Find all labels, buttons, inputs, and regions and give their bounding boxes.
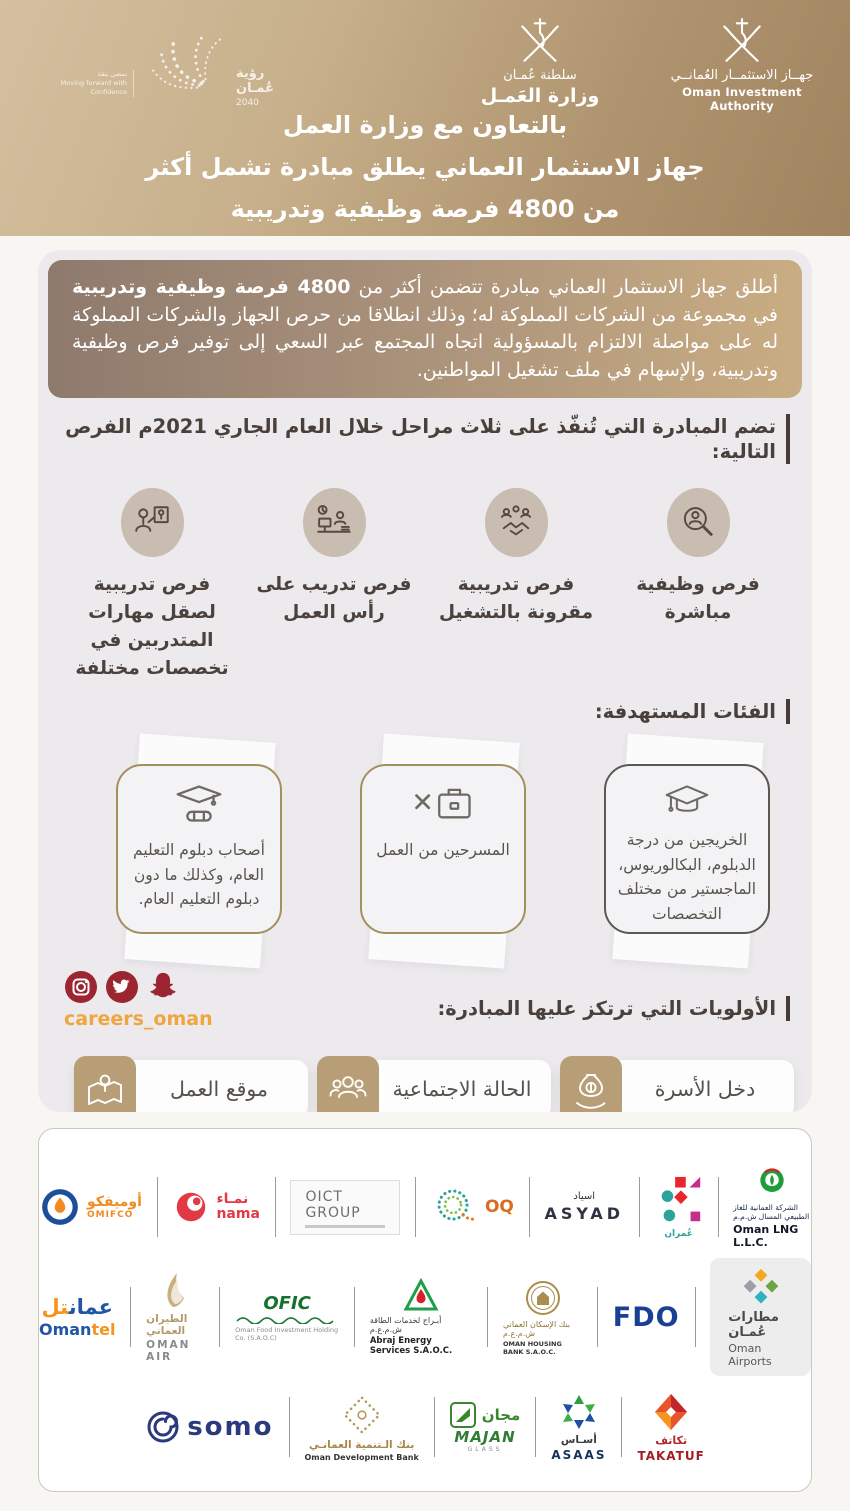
majan-logo xyxy=(450,1402,521,1453)
divider xyxy=(289,1397,290,1457)
somo-name: somo xyxy=(187,1412,274,1442)
abraj-name-ar: أبـراج لخدمات الطاقة ش.م.ع.م xyxy=(369,1316,442,1334)
social-handle: careers_oman xyxy=(64,1008,213,1030)
divider xyxy=(597,1287,598,1347)
housing-bank-emblem-icon xyxy=(523,1278,563,1318)
opportunity-label: فرص وظيفية مباشرة xyxy=(636,574,760,623)
header-banner xyxy=(0,0,850,236)
oman-air-wing-icon xyxy=(153,1271,197,1311)
divider xyxy=(718,1177,719,1237)
omifco-emblem-icon xyxy=(39,1186,81,1228)
title-line-1: بالتعاون مع وزارة العمل xyxy=(282,111,568,139)
opportunity-label: فرص تدريبية مقرونة بالتشغيل xyxy=(438,574,594,623)
oman-air-name-ar: الطيران العماني xyxy=(146,1313,188,1337)
oia-name-ar: جهــاز الاستثمــار العُمانــي xyxy=(670,68,814,83)
vision-starburst-icon xyxy=(138,18,233,113)
oman-development-bank-logo xyxy=(305,1393,419,1462)
majan-subtext: GLASS xyxy=(467,1445,503,1453)
oman-lng-logo xyxy=(733,1165,811,1249)
vision-tagline-en: Moving forward with Confidence xyxy=(60,79,127,96)
priorities-heading: الأولويات التي ترتكز عليها المبادرة: xyxy=(437,996,790,1021)
category-label: أصحاب دبلوم التعليم العام، وكذلك ما دون دبلوم التعليم العام. xyxy=(133,841,265,908)
oq-name: OQ xyxy=(484,1197,514,1217)
oman-airports-logo xyxy=(710,1258,811,1376)
priority-label: الحالة الاجتماعية xyxy=(392,1077,532,1101)
category-card-box xyxy=(604,764,770,934)
partner-row-3 xyxy=(39,1385,811,1469)
workstation-clock-icon xyxy=(303,488,366,557)
snapchat-icon xyxy=(146,970,180,1004)
intro-lead: أطلق جهاز الاستثمار العماني مبادرة تتضمن أكثر من xyxy=(350,276,778,298)
social-icons xyxy=(64,970,213,1004)
opportunity-label: فرص تدريبية لصقل مهارات المتدربين في تخصصات مختلفة xyxy=(75,574,229,679)
partner-row-1 xyxy=(39,1163,811,1251)
diploma-cap-icon xyxy=(168,778,230,832)
oia-name-en: Oman Investment Authority xyxy=(682,85,802,113)
omantel-name-ar: عمانتل xyxy=(41,1294,113,1319)
ofic-subtext: Oman Food Investment Holding Co. (S.A.O.C) xyxy=(235,1325,339,1342)
vision-tagline-ar: نمضي بثقة xyxy=(97,70,127,78)
takatuf-name-ar: تكاتف xyxy=(655,1433,688,1447)
opportunities-row xyxy=(38,464,812,683)
oman-airports-pinwheel-icon xyxy=(739,1268,783,1308)
priority-label: دخل الأسرة xyxy=(654,1077,756,1101)
ofic-name: OFIC xyxy=(263,1292,311,1314)
category-card xyxy=(604,738,770,964)
odb-name-en: Oman Development Bank xyxy=(304,1452,419,1462)
vision-year: 2040 xyxy=(236,98,259,108)
oman-air-logo xyxy=(146,1271,204,1363)
oq-swirl-icon xyxy=(431,1183,479,1231)
map-pin-icon xyxy=(74,1056,136,1112)
intro-paragraph xyxy=(48,260,802,398)
oman-airports-name-en: Oman Airports xyxy=(728,1342,772,1368)
fdo-name: FDO xyxy=(612,1301,680,1333)
money-bag-icon xyxy=(560,1056,622,1112)
abraj-logo xyxy=(370,1278,472,1356)
graduation-cap-icon xyxy=(656,778,718,822)
vision-tagline xyxy=(48,70,134,97)
oman-lng-emblem-icon xyxy=(754,1165,790,1201)
nama-name-en: nama xyxy=(216,1206,260,1222)
asyad-logo xyxy=(544,1191,624,1223)
divider xyxy=(275,1177,276,1237)
abraj-name-en: Abraj Energy Services S.A.O.C. xyxy=(369,1336,453,1356)
opportunity-item xyxy=(246,488,422,683)
takatuf-name-en: TAKATUF xyxy=(637,1448,705,1463)
divider xyxy=(639,1177,640,1237)
divider xyxy=(695,1287,696,1347)
mid-row xyxy=(60,970,790,1042)
omifco-name-en: OMIFCO xyxy=(87,1209,134,1220)
majan-name-en: MAJAN xyxy=(454,1427,516,1446)
partner-logos-card xyxy=(38,1128,812,1492)
briefcase-x-icon xyxy=(407,778,479,832)
ofic-logo xyxy=(235,1293,339,1342)
opportunity-item xyxy=(64,488,240,683)
oia-logo xyxy=(662,14,822,113)
omifco-name-ar: أوميفكو xyxy=(87,1193,142,1210)
oman-airports-name-ar: مطارات عُمـان xyxy=(728,1310,779,1340)
majan-name-ar: مجان xyxy=(481,1405,521,1424)
main-panel xyxy=(38,250,812,1112)
ministry-line1: سلطنة عُمـان xyxy=(503,68,577,83)
opportunities-heading: تضم المبادرة التي تُنفّذ على ثلاث مراحل خلال العام الجاري 2021م الفرص التالية: xyxy=(60,414,790,464)
category-card-box xyxy=(360,764,526,934)
category-card xyxy=(360,738,526,964)
category-label: المسرحين من العمل xyxy=(376,841,510,859)
categories-row xyxy=(38,724,812,964)
takatuf-logo xyxy=(637,1392,704,1463)
priority-item xyxy=(560,1060,794,1112)
odb-name-ar: بنك الـتنمية العمانـي xyxy=(308,1438,415,1451)
ofic-calligraphy-line xyxy=(235,1316,339,1324)
oict-subtext-bar xyxy=(305,1225,385,1228)
priority-item xyxy=(74,1060,308,1112)
category-card-box xyxy=(116,764,282,934)
category-label: الخريجين من درجة الدبلوم، البكالوريوس، الماجستير من مختلف التخصصات xyxy=(617,831,757,923)
ministry-of-labour-logo xyxy=(460,14,620,113)
oq-logo xyxy=(431,1183,514,1231)
divider xyxy=(219,1287,220,1347)
abraj-emblem-icon xyxy=(401,1278,441,1314)
social-block xyxy=(64,970,213,1030)
divider xyxy=(130,1287,131,1347)
people-group-icon xyxy=(317,1056,379,1112)
majan-glass-icon xyxy=(450,1402,476,1428)
priority-label: موقع العمل xyxy=(170,1077,269,1101)
oman-lng-name-ar: الشركة العمانية للغاز الطبيعي المسال ش.م.م xyxy=(733,1203,810,1221)
title-line-2: جهاز الاستثمار العماني يطلق مبادرة تشمل أكثر xyxy=(145,153,705,181)
divider xyxy=(529,1177,530,1237)
omifco-logo xyxy=(39,1186,142,1228)
housing-bank-name-en: OMAN HOUSING BANK S.A.O.C. xyxy=(502,1340,562,1356)
omantel-logo xyxy=(39,1296,115,1339)
divider xyxy=(354,1287,355,1347)
handshake-icon xyxy=(485,488,548,557)
asaas-star-icon xyxy=(559,1392,599,1432)
twitter-icon xyxy=(105,970,139,1004)
oman-air-name-en: OMAN AIR xyxy=(146,1339,191,1363)
housing-bank-name-ar: بنك الإسكان العماني ش.م.ع.م xyxy=(502,1320,571,1338)
divider xyxy=(621,1397,622,1457)
odb-diamond-icon xyxy=(340,1393,384,1437)
oict-group-logo xyxy=(290,1180,400,1235)
oman-emblem-icon xyxy=(717,14,767,66)
intro-highlight: 4800 فرصة وظيفية وتدريبية xyxy=(72,276,351,298)
oman-housing-bank-logo xyxy=(503,1278,582,1356)
title-line-3: من 4800 فرصة وظيفية وتدريبية xyxy=(230,195,620,223)
priority-item xyxy=(317,1060,551,1112)
omantel-name-en: Omantel xyxy=(38,1319,116,1339)
government-logos xyxy=(460,14,822,113)
categories-heading: الفئات المستهدفة: xyxy=(60,699,790,724)
person-search-icon xyxy=(667,488,730,557)
omran-logo xyxy=(655,1175,703,1239)
divider xyxy=(157,1177,158,1237)
opportunity-item xyxy=(428,488,604,683)
ministry-line2: وزارة العَمـل xyxy=(480,85,600,107)
instagram-icon xyxy=(64,970,98,1004)
somo-spiral-icon xyxy=(145,1409,181,1445)
asaas-logo xyxy=(551,1392,606,1462)
nama-logo xyxy=(172,1188,259,1226)
priorities-row xyxy=(38,1042,812,1112)
asyad-name-ar: اسياد xyxy=(573,1191,596,1202)
poster-title xyxy=(0,104,850,230)
nama-name-ar: نمـاء xyxy=(216,1191,249,1207)
opportunity-item xyxy=(610,488,786,683)
takatuf-diamond-icon xyxy=(651,1392,691,1432)
oman-emblem-icon xyxy=(515,14,565,66)
fdo-logo xyxy=(613,1302,680,1333)
category-card xyxy=(116,738,282,964)
asaas-name-ar: أسـاس xyxy=(560,1434,597,1446)
divider xyxy=(487,1287,488,1347)
divider xyxy=(415,1177,416,1237)
opportunity-label: فرص تدريب على رأس العمل xyxy=(256,574,412,623)
divider xyxy=(434,1397,435,1457)
asyad-name-en: ASYAD xyxy=(544,1204,625,1223)
omran-name-ar: عُمران xyxy=(664,1229,693,1239)
divider xyxy=(535,1397,536,1457)
trainer-board-icon xyxy=(121,488,184,557)
nama-emblem-icon xyxy=(172,1188,210,1226)
asaas-name-en: ASAAS xyxy=(551,1448,607,1462)
vision-name-ar: رؤية عُمـان xyxy=(236,66,275,96)
oman-lng-name-en: Oman LNG L.L.C. xyxy=(733,1223,799,1249)
somo-logo xyxy=(145,1409,273,1445)
partner-row-2 xyxy=(38,1269,811,1368)
intro-rest: في مجموعة من الشركات المملوكة له؛ وذلك انطلاقا من حرص الجهاز والشركات المملوكة له على مواصلة الالتزام بالمسؤولية اتجاه المجتمع عبر السعي إلى توفير فرص وظيفية وتدريبية، والإسهام في ملف تشغيل المواطنين. xyxy=(72,303,778,381)
oict-name: OICT GROUP xyxy=(305,1188,361,1221)
omran-shapes-icon xyxy=(655,1175,703,1227)
